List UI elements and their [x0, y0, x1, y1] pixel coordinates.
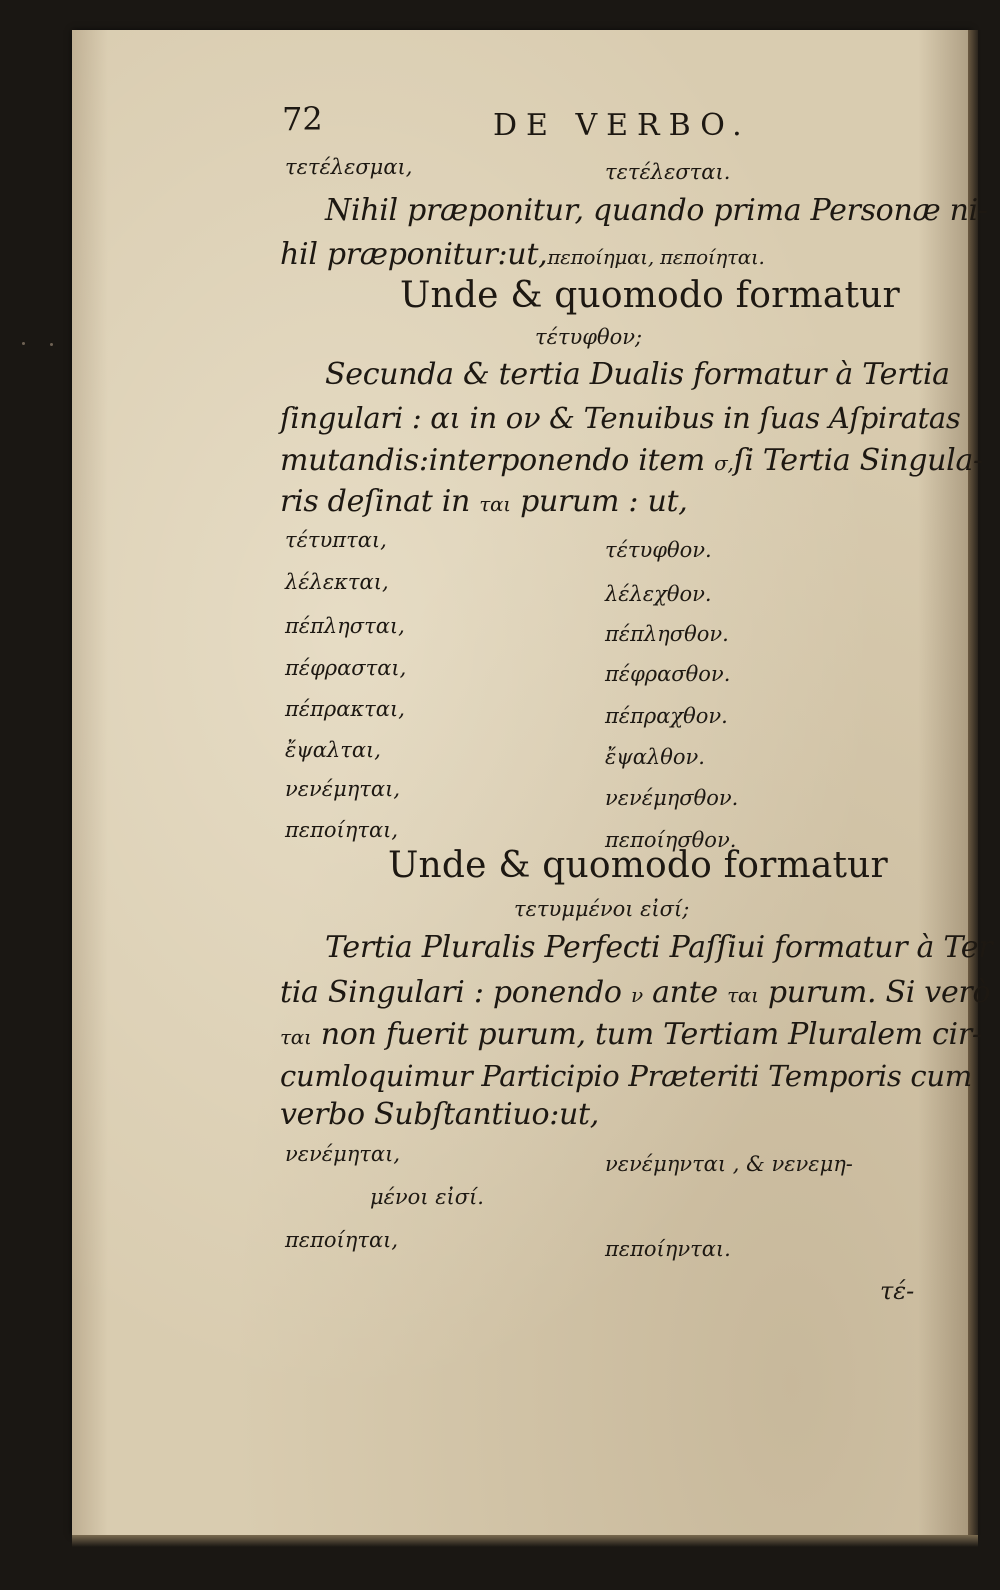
latin-text: hil præponitur:ut, — [280, 237, 548, 272]
greek-text: ται — [727, 983, 759, 1007]
greek-word-left: τετέλεσμαι, — [285, 155, 413, 179]
table-cell-right: λέλεχθον. — [605, 582, 712, 606]
latin-text: purum : ut, — [520, 484, 688, 519]
paragraph-line — [280, 443, 983, 478]
latin-text: ante — [652, 975, 718, 1010]
paragraph-line — [280, 1017, 982, 1052]
table-cell-right: νενέμηνται , & νενεμη- — [605, 1152, 853, 1176]
binding-marks — [22, 340, 62, 348]
table-cell-left: πέφρασται, — [285, 656, 407, 680]
paragraph-line: Secunda & tertia Dualis formatur à Tertia — [325, 357, 950, 392]
table-cell-right: ἔψαλθον. — [605, 745, 705, 769]
section-heading: Unde & quomodo formatur — [400, 275, 900, 316]
paragraph-line: ſingulari : αι in ον & Tenuibus in ſuas Aſpiratas — [280, 401, 961, 435]
table-cell-left: πέπλησται, — [285, 614, 405, 638]
greek-text: ν — [630, 983, 643, 1007]
table-cell-left: πεποίηται, — [285, 1228, 399, 1252]
latin-text: tia Singulari : ponendo — [280, 975, 622, 1010]
paragraph-line: Tertia Pluralis Perfecti Paſſiui formatur à Ter — [325, 930, 993, 965]
page-number: 72 — [282, 100, 323, 138]
page-edge — [968, 30, 978, 1535]
table-cell-continuation: μένοι εἰσί. — [370, 1185, 484, 1209]
greek-text: σ, — [714, 451, 734, 475]
greek-text: ται — [280, 1025, 312, 1049]
latin-text: non fuerit purum, tum Tertiam Pluralem cir- — [320, 1017, 982, 1052]
paragraph-line: cumloquimur Participio Præteriti Temporis cum — [280, 1059, 972, 1093]
section-heading-greek: τέτυφθον; — [535, 325, 643, 349]
latin-text: purum. Si verò — [767, 975, 991, 1010]
table-cell-right: τέτυφθον. — [605, 538, 712, 562]
section-heading-greek: τετυμμένοι εἰσί; — [514, 897, 690, 921]
paragraph-line — [280, 237, 765, 272]
greek-text: ται — [479, 492, 511, 516]
paragraph-line — [280, 484, 688, 519]
table-cell-left: νενέμηται, — [285, 1142, 401, 1166]
table-cell-left: ἔψαλται, — [285, 738, 381, 762]
binding-dot — [22, 342, 25, 345]
table-cell-right: πεποίησθον. — [605, 828, 737, 852]
table-cell-right: πέπλησθον. — [605, 622, 729, 646]
page-bottom-edge — [72, 1535, 978, 1547]
paragraph-line: verbo Subſtantiuo:ut, — [280, 1097, 600, 1132]
latin-text: ſi Tertia Singula- — [733, 443, 983, 478]
table-cell-left: τέτυπται, — [285, 528, 387, 552]
running-head: DE VERBO. — [493, 108, 751, 143]
latin-text: ris deſinat in — [280, 484, 471, 519]
paragraph-line: Nihil præponitur, quando prima Personæ ni- — [325, 193, 988, 228]
table-cell-left: πέπρακται, — [285, 697, 405, 721]
catchword: τέ- — [880, 1277, 915, 1305]
latin-text: mutandis:interponendo item — [280, 443, 705, 478]
table-cell-right: πέπραχθον. — [605, 704, 728, 728]
binding-dot — [50, 343, 53, 346]
greek-word-right: τετέλεσται. — [605, 160, 731, 184]
table-cell-left: πεποίηται, — [285, 818, 399, 842]
table-cell-right: πέφρασθον. — [605, 662, 731, 686]
table-cell-right: νενέμησθον. — [605, 786, 739, 810]
table-cell-left: νενέμηται, — [285, 777, 401, 801]
greek-text: πεποίημαι, πεποίηται. — [547, 245, 765, 269]
table-cell-left: λέλεκται, — [285, 570, 389, 594]
table-cell-right: πεποίηνται. — [605, 1237, 731, 1261]
paragraph-line — [280, 975, 990, 1010]
section-heading: Unde & quomodo formatur — [388, 845, 888, 886]
